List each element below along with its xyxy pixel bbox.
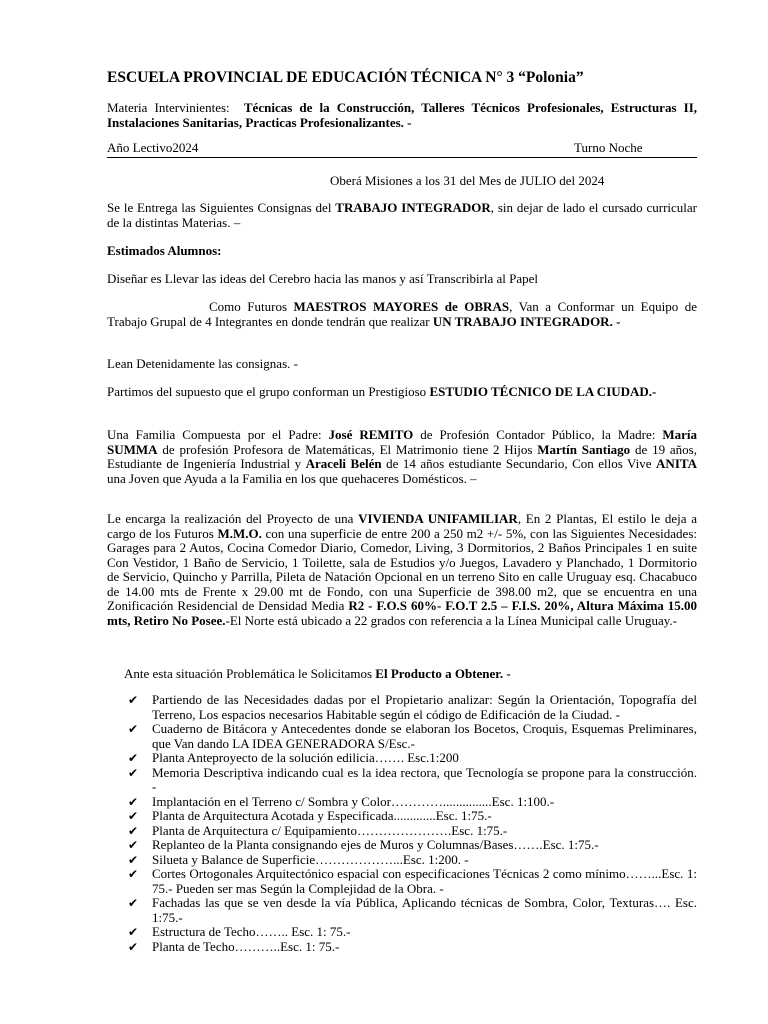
checkmark-icon: ✔ bbox=[128, 896, 139, 910]
studio-text: Partimos del supuesto que el grupo conforman un Prestigioso bbox=[107, 384, 430, 399]
zoning-specs: R2 - F.O.S 60%- F.O.T 2.5 – F.I.S. 20%, Altura Máxima 15.00 mts, Retiro No Posee. bbox=[107, 598, 697, 628]
subjects-label: Materia Intervinientes: bbox=[107, 100, 230, 115]
deliverable-text: Partiendo de las Necesidades dadas por el Propietario analizar: Según la Orientación, Topografía del Terreno, Los espacios necesarios Habitable según el código de Edificación de la Ciudad. - bbox=[152, 692, 697, 722]
deliverable-item bbox=[107, 693, 697, 722]
project-text: , En 2 Plantas, El estilo le deja a cargo de los Futuros bbox=[107, 511, 697, 541]
subjects-list: Técnicas de la Construcción, Talleres Técnicos Profesionales, Estructuras II, Instalaciones Sanitarias, Practicas Profesionalizantes. - bbox=[107, 100, 697, 130]
lead-bold: El Producto a Obtener. - bbox=[375, 666, 511, 681]
team-bold-end: UN TRABAJO INTEGRADOR. - bbox=[432, 313, 621, 329]
deliverable-item bbox=[107, 925, 697, 940]
deliverable-text: Cortes Ortogonales Arquitectónico espacial con especificaciones Técnicas 2 como mínimo……...Esc. 1: 75.- Pueden ser mas Según la Complejidad de la Obra. - bbox=[152, 866, 697, 896]
project-text-end: -El Norte está ubicado a 22 grados con referencia a la Línea Municipal calle Uruguay.- bbox=[225, 612, 677, 628]
checkmark-icon: ✔ bbox=[128, 765, 139, 780]
team-text: Como Futuros bbox=[209, 299, 294, 314]
project-paragraph bbox=[107, 512, 697, 628]
deliverable-item bbox=[107, 940, 697, 955]
school-year: Año Lectivo2024 bbox=[107, 140, 199, 155]
family-text: una Joven que Ayuda a la Familia en los que quehaceres Domésticos. – bbox=[107, 470, 477, 486]
deliverable-item bbox=[107, 824, 697, 839]
deliverable-item bbox=[107, 751, 697, 766]
family-paragraph bbox=[107, 428, 697, 486]
intro-paragraph bbox=[107, 201, 697, 230]
deliverable-item bbox=[107, 867, 697, 896]
intro-text-end: , sin dejar de lado el cursado curricular de la distintas Materias. – bbox=[107, 200, 697, 230]
deliverable-text: Cuaderno de Bitácora y Antecedentes donde se elaboran los Bocetos, Croquis, Esquemas Preliminares, que Van dando LA IDEA GENERADORA S/Esc.- bbox=[152, 721, 697, 751]
family-text: Una Familia Compuesta por el Padre: bbox=[107, 427, 329, 442]
shift: Turno Noche bbox=[574, 140, 643, 155]
deliverable-text: Planta de Arquitectura Acotada y Especificada.............Esc. 1:75.- bbox=[152, 808, 492, 823]
checkmark-icon: ✔ bbox=[128, 867, 139, 881]
family-text: de 14 años estudiante Secundario, Con ellos Vive bbox=[381, 456, 657, 471]
deliverable-text: Planta de Techo………..Esc. 1: 75.- bbox=[152, 938, 340, 954]
deliverable-item bbox=[107, 838, 697, 853]
daughter-name: Araceli Belén bbox=[305, 456, 382, 471]
studio-bold: ESTUDIO TÉCNICO DE LA CIUDAD.- bbox=[429, 384, 657, 399]
deliverable-text: Implantación en el Terreno c/ Sombra y Color…………...............Esc. 1:100.- bbox=[152, 793, 555, 809]
school-title: ESCUELA PROVINCIAL DE EDUCACIÓN TÉCNICA N° 3 “Polonia” bbox=[107, 69, 584, 86]
deliverable-item bbox=[107, 722, 697, 751]
checkmark-icon: ✔ bbox=[128, 925, 139, 939]
deliverable-item bbox=[107, 896, 697, 925]
greeting-text: Estimados Alumnos: bbox=[107, 243, 222, 258]
studio-paragraph bbox=[107, 385, 697, 400]
family-text: de Profesión Contador Público, la Madre: bbox=[413, 427, 663, 442]
checkmark-icon: ✔ bbox=[128, 722, 139, 736]
team-text-mid: , Van a Conformar un Equipo de Trabajo Grupal de 4 Integrantes en donde tendrán que realizar bbox=[107, 299, 697, 329]
son-name: Martín Santiago bbox=[537, 441, 631, 457]
deliverables-list bbox=[107, 693, 697, 954]
project-text: Le encarga la realización del Proyecto de una bbox=[107, 511, 359, 526]
deliverable-text: Replanteo de la Planta consignando ejes de Muros y Columnas/Bases…….Esc. 1:75.- bbox=[152, 837, 599, 852]
deliverable-text: Estructura de Techo…….. Esc. 1: 75.- bbox=[152, 924, 351, 939]
checkmark-icon: ✔ bbox=[128, 794, 139, 809]
deliverable-item bbox=[107, 766, 697, 795]
subjects-paragraph bbox=[107, 101, 697, 130]
family-text: de profesión Profesora de Matemáticas, El Matrimonio tiene 2 Hijos bbox=[157, 441, 538, 457]
deliverables-lead bbox=[124, 667, 511, 682]
father-name: José REMITO bbox=[328, 427, 414, 442]
checkmark-icon: ✔ bbox=[128, 751, 139, 765]
deliverable-item bbox=[107, 853, 697, 868]
project-mmo: M.M.O. bbox=[217, 525, 262, 541]
intro-bold: TRABAJO INTEGRADOR bbox=[335, 200, 491, 215]
deliverable-item bbox=[107, 809, 697, 824]
greeting bbox=[107, 244, 697, 259]
checkmark-icon: ✔ bbox=[128, 838, 139, 852]
project-type: VIVIENDA UNIFAMILIAR bbox=[358, 511, 518, 526]
deliverable-text: Memoria Descriptiva indicando cual es la idea rectora, que Tecnología se propone para la construcción. - bbox=[152, 764, 697, 794]
family-text: de 19 años, Estudiante de Ingeniería Industrial y bbox=[107, 441, 697, 471]
checkmark-icon: ✔ bbox=[128, 809, 139, 823]
lead-text: Ante esta situación Problemática le Solicitamos bbox=[124, 666, 376, 681]
maid-name: ANITA bbox=[656, 456, 697, 471]
date-line: Oberá Misiones a los 31 del Mes de JULIO del 2024 bbox=[330, 173, 605, 188]
mother-name: María SUMMA bbox=[107, 427, 697, 457]
team-bold: MAESTROS MAYORES de OBRAS bbox=[293, 299, 510, 314]
team-paragraph bbox=[107, 300, 697, 329]
checkmark-icon: ✔ bbox=[128, 852, 139, 867]
deliverable-text: Silueta y Balance de Superficie………………...Esc. 1:200. - bbox=[152, 851, 469, 867]
deliverable-item bbox=[107, 795, 697, 810]
deliverable-text: Planta Anteproyecto de la solución edilicia……. Esc.1:200 bbox=[152, 750, 459, 765]
checkmark-icon: ✔ bbox=[128, 939, 139, 954]
year-shift-line bbox=[107, 141, 697, 158]
checkmark-icon: ✔ bbox=[128, 823, 139, 838]
project-text: con una superficie de entre 200 a 250 m2 +/- 5%, con las Siguientes Necesidades: Garages para 2 Autos, Cocina Comedor Diario, Comedor, Living, 3 Dormitorios, 2 Baños Principales 1 en suite Con Vestidor, 1 Baño de Servicio, 1 Toilette, sala de Estudios y/o Juegos, Lavadero y Planchado, 1 Dormitorio de Servicio, Quincho y Parrilla, Pileta de Natación Opcional en un terreno Sito en calle Uruguay esq. Chacabuco de 14.00 mts de Frente x 29.00 mt de Fondo, con una Superficie de 398.00 m2, que se encuentra en una Zonificación Residencial de Densidad Media bbox=[107, 525, 697, 613]
read-instructions: Lean Detenidamente las consignas. - bbox=[107, 356, 298, 371]
checkmark-icon: ✔ bbox=[128, 693, 139, 707]
deliverable-text: Planta de Arquitectura c/ Equipamiento………………….Esc. 1:75.- bbox=[152, 822, 508, 838]
intro-text: Se le Entrega las Siguientes Consignas del bbox=[107, 200, 336, 215]
deliverable-text: Fachadas las que se ven desde la vía Pública, Aplicando técnicas de Sombra, Color, Texturas…. Esc. 1:75.- bbox=[152, 895, 697, 925]
design-quote: Diseñar es Llevar las ideas del Cerebro hacia las manos y así Transcribirla al Papel bbox=[107, 271, 539, 286]
